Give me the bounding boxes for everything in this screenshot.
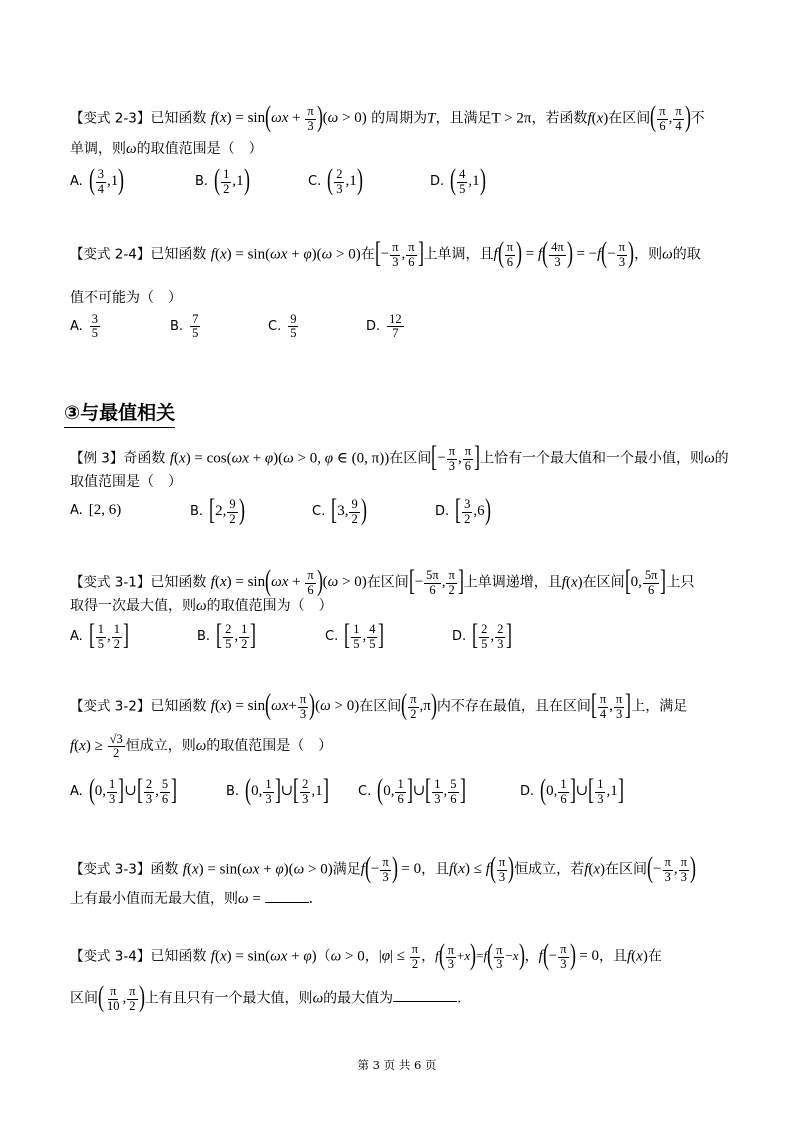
formula: f(x) = sin(ωx+ $\frac{\pi}{3}$ )(ω > 0) [210, 688, 360, 721]
problem-2-4-line1 [70, 236, 701, 270]
formula: [2, 6) [88, 502, 122, 518]
option-label: D. [520, 784, 535, 800]
text: 在 [647, 948, 662, 965]
formula: f(x) [626, 948, 648, 965]
text: 的 [714, 450, 729, 467]
text: 区间 [70, 990, 98, 1007]
text: ，若函数 [531, 110, 588, 127]
formula: f(x) ≥ $\frac{√3}{2}$ [70, 732, 123, 761]
option-d [452, 618, 513, 652]
formula: f(x) [561, 574, 583, 591]
formula: (0, $\frac{1}{3}$ ]∪[ $\frac{2}{3}$ , $\frac{5}{6}$ ] [88, 773, 178, 806]
text: 已知函数 [150, 246, 207, 263]
text: ，且满足 [435, 110, 492, 127]
text: 的最大值为 [323, 990, 394, 1007]
text: 在区间 [605, 861, 648, 878]
problem-3-3-line1 [70, 851, 696, 885]
formula: ( $\frac{4}{5}$ ,1) [450, 163, 486, 196]
formula: f(− $\frac{\pi}{3}$ ) = 0 [360, 851, 422, 884]
formula: f(x) = sin(ωx + φ)(ω > 0) [182, 861, 333, 878]
option-label: D. [435, 504, 450, 520]
option-c [358, 773, 466, 807]
formula: $\frac{7}{5}$ [192, 312, 199, 341]
formula: f(x) = sin(ωx + φ)(ω > 0) [210, 246, 361, 263]
text: 上单调，且 [423, 246, 494, 263]
formula: f(x) = sin(ωx + $\frac{\pi}{3}$ )(ω > 0) [210, 100, 367, 133]
formula: [− $\frac{\pi}{3}$ , $\frac{\pi}{6}$ ] [374, 236, 424, 269]
text: 的取值范围是（ ） [136, 141, 263, 157]
text: 恒成立，若 [514, 861, 585, 878]
text: 不 [690, 110, 705, 127]
text: 恒成立，则 [125, 738, 196, 755]
option-label: C. [312, 504, 326, 520]
text: 在 [360, 246, 375, 263]
formula: T > 2π [491, 110, 532, 127]
formula: ω > 0 [330, 948, 365, 965]
text: ， [421, 948, 436, 965]
formula: ω [126, 141, 137, 157]
option-c [308, 163, 363, 197]
text: 在区间 [389, 450, 432, 467]
text: 上恰有一个最大值和一个最小值，则 [480, 450, 705, 467]
answer-blank[interactable] [393, 1001, 457, 1002]
text: 在区间 [366, 574, 409, 591]
example-3-line2 [70, 475, 182, 489]
formula: ω = [238, 891, 265, 907]
formula: f(x) = cos(ωx + φ)(ω > 0, φ ∈ (0, π)) [169, 450, 390, 467]
text: 已知函数 [150, 948, 207, 965]
option-label: B. [197, 629, 211, 645]
formula: ( $\frac{\pi}{10}$ , $\frac{\pi}{2}$ ) [98, 980, 145, 1013]
formula: (0, $\frac{1}{6}$ ]∪[ $\frac{1}{3}$ ,1] [540, 773, 624, 806]
formula: f(x) = sin(ωx + φ) [210, 948, 317, 965]
text: 在区间 [608, 110, 651, 127]
formula: |φ| ≤ $\frac{\pi}{2}$ [378, 942, 419, 971]
formula: f(− $\frac{\pi}{3}$ ) = 0 [538, 938, 599, 971]
text: ，且 [421, 861, 450, 878]
formula: ω [704, 450, 715, 467]
text: 在区间 [359, 698, 402, 715]
text: 的取值范围为（ ） [206, 598, 333, 614]
problem-label: 【变式 3-3】 [70, 861, 151, 878]
formula: $\frac{3}{5}$ [91, 312, 99, 341]
option-label: B. [226, 784, 240, 800]
option-a [70, 163, 125, 197]
text: 在区间 [582, 574, 625, 591]
option-a [70, 502, 121, 519]
text: ． [457, 990, 472, 1007]
option-c [268, 313, 299, 340]
problem-3-3-line2 [70, 892, 323, 907]
problem-label: 【变式 2-3】 [70, 110, 151, 127]
text: 的取值范围是（ ） [206, 738, 333, 755]
problem-2-4-line2 [70, 291, 182, 305]
text: ，且 [598, 948, 627, 965]
formula: (0, $\frac{1}{6}$ ]∪[ $\frac{1}{3}$ , $\frac{5}{6}$ ] [377, 773, 466, 806]
formula: f(x) = sin(ωx + $\frac{\pi}{6}$ )(ω > 0) [210, 564, 367, 597]
option-a [70, 618, 130, 652]
formula: [ $\frac{\pi}{4}$ , $\frac{\pi}{3}$ ] [590, 688, 632, 721]
option-label: B. [170, 319, 184, 335]
text: 上有最小值而无最大值，则 [70, 891, 238, 907]
option-label: C. [308, 174, 322, 190]
formula: f(x) [587, 110, 609, 127]
text: 满足 [332, 861, 361, 878]
problem-3-1-line2 [70, 599, 333, 614]
formula: [2, $\frac{9}{2}$ ) [209, 493, 245, 526]
text: （ [316, 948, 331, 965]
option-b [226, 773, 329, 807]
problem-3-1-line1 [70, 564, 695, 598]
problem-label: 【例 3】 [70, 450, 124, 467]
example-3-line1 [70, 440, 729, 474]
formula: [0, $\frac{5\pi}{6}$ ] [624, 564, 667, 597]
text: 奇函数 [123, 450, 166, 467]
problem-label: 【变式 2-4】 [70, 246, 151, 263]
option-a [70, 313, 101, 340]
formula: ( $\frac{1}{2}$ ,1) [214, 163, 250, 196]
formula: f(x) [584, 861, 606, 878]
formula: ( $\frac{3}{4}$ ,1) [88, 163, 125, 196]
problem-3-2-line1 [70, 688, 688, 722]
text: 的周期为 [371, 110, 428, 127]
formula: f( $\frac{\pi}{3}$ +x)=f( $\frac{\pi}{3}$ −x) [435, 938, 525, 972]
text: 单调，则 [70, 141, 126, 157]
answer-blank[interactable] [265, 902, 309, 903]
formula: ( $\frac{\pi}{2}$ ,π) [401, 688, 437, 721]
formula: ω [195, 738, 207, 755]
text: 上只 [666, 574, 695, 591]
page-footer: 第 3 页 共 6 页 [357, 1058, 437, 1072]
option-label: C. [325, 629, 339, 645]
text: 已知函数 [150, 110, 207, 127]
text: ，则 [634, 246, 663, 263]
section-title: ③与最值相关 [64, 398, 175, 428]
formula: ( $\frac{2}{3}$ ,1) [327, 163, 363, 196]
option-label: A. [70, 629, 83, 645]
option-d [435, 493, 491, 527]
option-d [366, 313, 405, 340]
formula: [− $\frac{5\pi}{6}$ , $\frac{\pi}{2}$ ] [408, 564, 464, 597]
formula: ω [196, 598, 207, 614]
formula: ω [312, 990, 324, 1007]
text: 取得一次最大值，则 [70, 598, 196, 614]
text: 上有且只有一个最大值，则 [144, 990, 313, 1007]
option-label: B. [190, 504, 204, 520]
option-label: A. [70, 319, 83, 335]
formula: [ $\frac{2}{5}$ , $\frac{1}{2}$ ] [216, 618, 257, 651]
option-label: D. [452, 629, 467, 645]
text: 内不存在最值，且在区间 [436, 698, 591, 715]
option-b [170, 313, 201, 340]
option-d [520, 773, 624, 807]
problem-3-4-line1 [70, 938, 662, 972]
option-label: B. [195, 174, 209, 190]
formula: (0, $\frac{1}{3}$ ]∪[ $\frac{2}{3}$ ,1] [245, 773, 329, 806]
formula: T [427, 110, 436, 127]
option-label: C. [358, 784, 372, 800]
formula: [ $\frac{3}{2}$ ,6) [455, 493, 491, 526]
text: 已知函数 [150, 698, 207, 715]
text: ． [308, 891, 323, 907]
option-c [312, 493, 367, 527]
formula: [ $\frac{1}{5}$ , $\frac{4}{5}$ ] [344, 618, 385, 651]
formula: f(x) ≤ f( $\frac{\pi}{3}$ ) [449, 851, 515, 884]
text: 的取 [672, 246, 701, 263]
option-label: A. [70, 784, 83, 800]
option-label: A. [70, 503, 83, 518]
problem-2-3-line1 [70, 100, 705, 134]
text: ， [364, 948, 379, 965]
option-c [325, 618, 385, 652]
formula: ( $\frac{\pi}{6}$ , $\frac{\pi}{4}$ ) [650, 100, 691, 133]
formula: [3, $\frac{9}{2}$ ) [331, 493, 367, 526]
problem-2-3-line2 [70, 142, 263, 157]
option-b [197, 618, 257, 652]
formula: f( $\frac{\pi}{6}$ ) = f( $\frac{4\pi}{3}$ ) = −f(− $\frac{\pi}{3}$ ) [493, 236, 635, 269]
problem-label: 【变式 3-1】 [70, 574, 151, 591]
text: 已知函数 [150, 574, 207, 591]
option-d [430, 163, 486, 197]
option-label: D. [430, 174, 445, 190]
problem-3-4-line2 [70, 980, 472, 1014]
problem-label: 【变式 3-4】 [70, 948, 151, 965]
formula: $\frac{9}{5}$ [290, 312, 297, 341]
option-b [195, 163, 250, 197]
option-b [190, 493, 245, 527]
text: 值不可能为（ ） [70, 290, 182, 306]
text: 取值范围是（ ） [70, 474, 182, 490]
formula: [− $\frac{\pi}{3}$ , $\frac{\pi}{6}$ ] [431, 440, 481, 473]
formula: ω [662, 246, 673, 263]
formula: (− $\frac{\pi}{3}$ , $\frac{\pi}{3}$ ) [647, 851, 696, 884]
option-label: A. [70, 174, 83, 190]
option-a [70, 773, 178, 807]
option-label: C. [268, 319, 282, 335]
text: 上单调递增，且 [463, 574, 562, 591]
text: ， [524, 948, 539, 965]
text: 函数 [150, 861, 179, 878]
option-label: D. [366, 319, 381, 335]
problem-label: 【变式 3-2】 [70, 698, 151, 715]
formula: [ $\frac{2}{5}$ , $\frac{2}{3}$ ] [472, 618, 513, 651]
text: 上，满足 [631, 698, 688, 715]
formula: [ $\frac{1}{5}$ , $\frac{1}{2}$ ] [88, 618, 130, 651]
formula: $\frac{12}{7}$ [389, 312, 402, 341]
problem-3-2-line2 [70, 733, 332, 760]
